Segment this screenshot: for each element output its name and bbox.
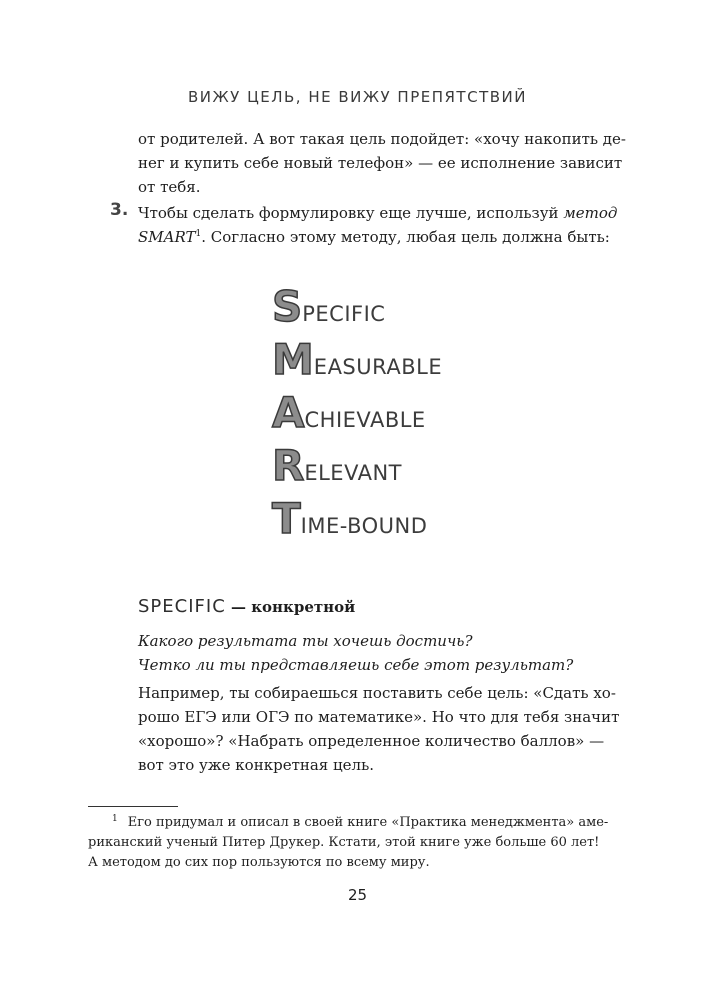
smart-rest: CHIEVABLE bbox=[304, 408, 426, 432]
smart-initial: R bbox=[272, 441, 305, 490]
example-line: «хорошо»? «Набрать определенное количество баллов» — bbox=[138, 732, 605, 750]
list-item-number: 3. bbox=[110, 200, 129, 220]
point3-line bbox=[138, 201, 618, 225]
intro-paragraph bbox=[138, 127, 626, 199]
running-head: ВИЖУ ЦЕЛЬ, НЕ ВИЖУ ПРЕПЯТСТВИЙ bbox=[188, 88, 527, 106]
footnote-mark: 1 bbox=[112, 813, 118, 824]
footnote-reference: 1 bbox=[195, 229, 202, 239]
smart-rest: PECIFIC bbox=[302, 302, 386, 326]
question: Какого результата ты хочешь достичь? bbox=[138, 632, 473, 650]
point3-text: . Согласно этому методу, любая цель должна быть: bbox=[201, 228, 610, 246]
footnote-divider bbox=[88, 806, 178, 807]
intro-line: нег и купить себе новый телефон» — ее исполнение зависит bbox=[138, 154, 623, 172]
intro-line: от тебя. bbox=[138, 178, 201, 196]
smart-acronym bbox=[272, 282, 442, 547]
smart-word-achievable bbox=[272, 388, 442, 441]
intro-line: от родителей. А вот такая цель подойдет: «хочу накопить де- bbox=[138, 130, 626, 148]
smart-word-time-bound bbox=[272, 494, 442, 547]
page-number: 25 bbox=[347, 886, 368, 904]
section-term: SPECIFIC bbox=[138, 596, 226, 617]
smart-word-relevant bbox=[272, 441, 442, 494]
question: Четко ли ты представляешь себе этот результат? bbox=[138, 656, 574, 674]
footnote bbox=[88, 813, 609, 873]
smart-rest: EASURABLE bbox=[313, 355, 443, 379]
footnote-line: риканский ученый Питер Друкер. Кстати, этой книге уже больше 60 лет! bbox=[88, 835, 600, 850]
footnote-text: Его придумал и описал в своей книге «Практика менеджмента» аме- bbox=[127, 815, 609, 830]
point3-text: Чтобы сделать формулировку еще лучше, используй bbox=[138, 204, 564, 222]
footnote-line bbox=[88, 813, 609, 833]
example-paragraph bbox=[138, 681, 620, 777]
example-line: Например, ты собираешься поставить себе цель: «Сдать хо- bbox=[138, 684, 616, 702]
smart-word-measurable bbox=[272, 335, 442, 388]
smart-word-specific bbox=[272, 282, 442, 335]
example-line: рошо ЕГЭ или ОГЭ по математике». Но что для тебя значит bbox=[138, 708, 620, 726]
smart-initial: T bbox=[272, 494, 301, 543]
smart-rest: ELEVANT bbox=[304, 461, 403, 485]
smart-rest: IME-BOUND bbox=[300, 514, 428, 538]
smart-initial: A bbox=[272, 388, 305, 437]
section-meaning: — конкретной bbox=[225, 598, 356, 616]
smart-initial: M bbox=[272, 335, 314, 384]
smart-initial: S bbox=[272, 282, 303, 331]
point3-paragraph bbox=[138, 201, 618, 249]
smart-term: SMART bbox=[138, 228, 196, 246]
section-heading-specific bbox=[138, 596, 355, 617]
guiding-questions bbox=[138, 629, 573, 677]
method-term: метод bbox=[563, 204, 618, 222]
point3-line bbox=[138, 225, 610, 249]
footnote-line: А методом до сих пор пользуются по всему миру. bbox=[88, 855, 430, 870]
example-line: вот это уже конкретная цель. bbox=[138, 756, 375, 774]
